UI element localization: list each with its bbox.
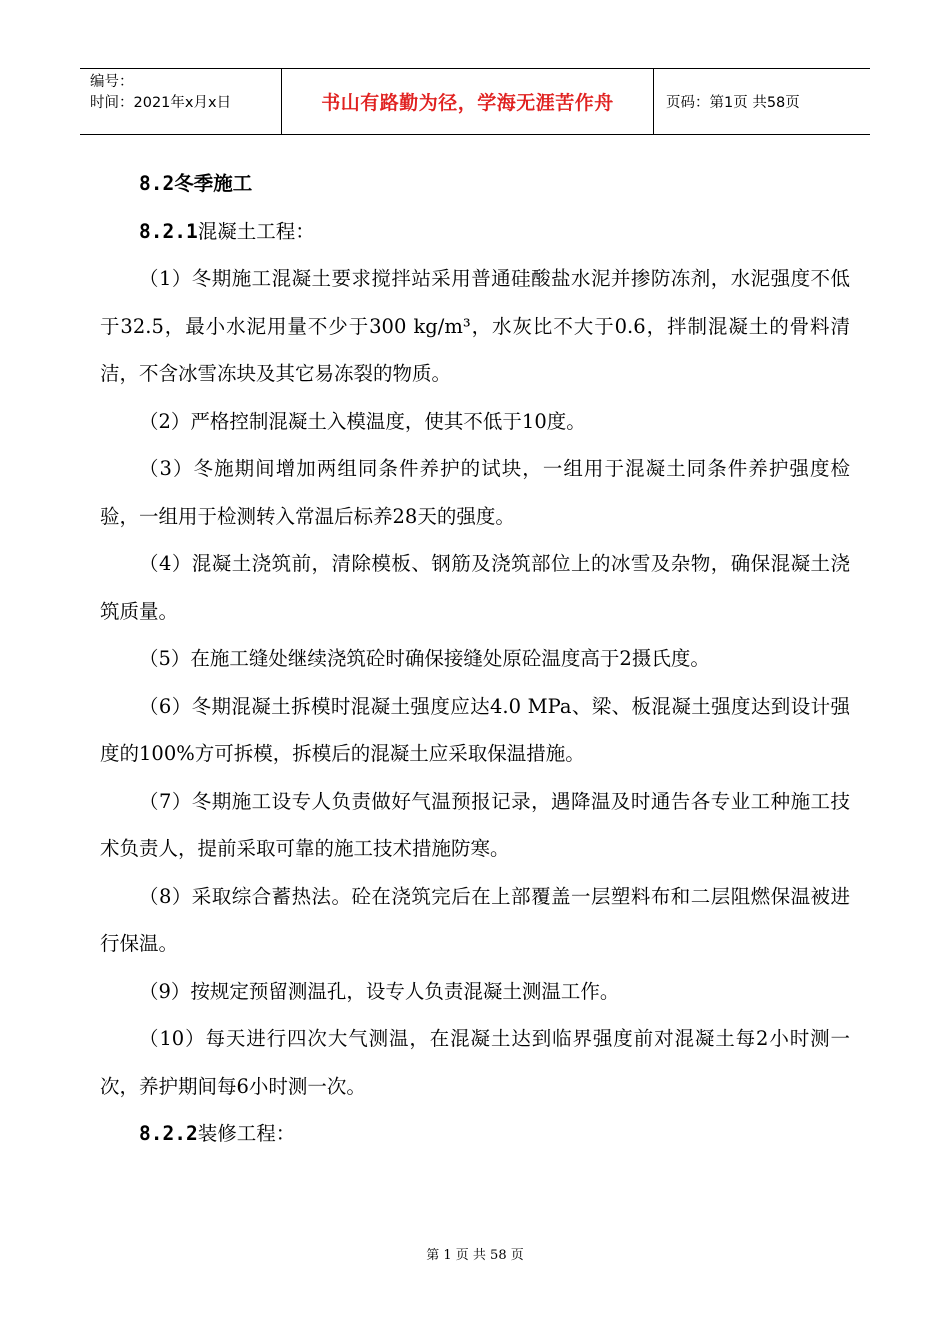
paragraph-item-8: （8）采取综合蓄热法。砼在浇筑完后在上部覆盖一层塑料布和二层阻燃保温被进行保温。 [100, 884, 850, 955]
document-time-label: 时间：2021年x月x日 [90, 95, 232, 111]
document-body [100, 160, 850, 1158]
section-title-text: 冬季施工 [174, 172, 253, 195]
paragraph-item-1: （1）冬期施工混凝土要求搅拌站采用普通硅酸盐水泥并掺防冻剂，水泥强度不低于32.5，最小水泥用量不少于300 kg/m³，水灰比不大于0.6，拌制混凝土的骨料清洁，不含冰雪冻块及其它易冻裂的物质。 [100, 267, 850, 385]
subsection-number: 8.2.1 [139, 219, 198, 243]
paragraph-item-5: （5）在施工缝处继续浇筑砼时确保接缝处原砼温度高于2摄氏度。 [139, 647, 710, 670]
header-meta [80, 69, 282, 134]
subsection-title-text: 装修工程： [197, 1122, 296, 1145]
paragraph-item-6: （6）冬期混凝土拆模时混凝土强度应达4.0 MPa、梁、板混凝土强度达到设计强度的100%方可拆模，拆模后的混凝土应采取保温措施。 [100, 694, 850, 765]
document-header [80, 68, 870, 135]
header-page-info: 页码：第1页 共58页 [666, 95, 800, 111]
subsection-title-concrete [100, 208, 850, 256]
paragraph-item-7: （7）冬期施工设专人负责做好气温预报记录，遇降温及时通告各专业工种施工技术负责人，提前采取可靠的施工技术措施防寒。 [100, 789, 850, 860]
document-code-label: 编号： [90, 74, 134, 90]
page-footer: 第 1 页 共 58 页 [426, 1248, 524, 1263]
paragraph-item-2: （2）严格控制混凝土入模温度，使其不低于10度。 [139, 409, 586, 433]
section-title [100, 160, 850, 208]
paragraph-item-10: （10）每天进行四次大气测温，在混凝土达到临界强度前对混凝土每2小时测一次，养护期间每6小时测一次。 [100, 1027, 850, 1098]
paragraph-item-3: （3）冬施期间增加两组同条件养护的试块，一组用于混凝土同条件养护强度检验，一组用于检测转入常温后标养28天的强度。 [100, 457, 850, 528]
section-number: 8.2 [139, 172, 175, 195]
subsection-title-decoration [100, 1110, 850, 1158]
subsection-title-text: 混凝土工程： [197, 219, 315, 243]
header-motto: 书山有路勤为径，学海无涯苦作舟 [282, 69, 654, 134]
paragraph-item-4: （4）混凝土浇筑前，清除模板、钢筋及浇筑部位上的冰雪及杂物，确保混凝土浇筑质量。 [100, 552, 850, 623]
subsection-number: 8.2.2 [139, 1122, 198, 1145]
paragraph-item-9: （9）按规定预留测温孔，设专人负责混凝土测温工作。 [139, 979, 620, 1003]
